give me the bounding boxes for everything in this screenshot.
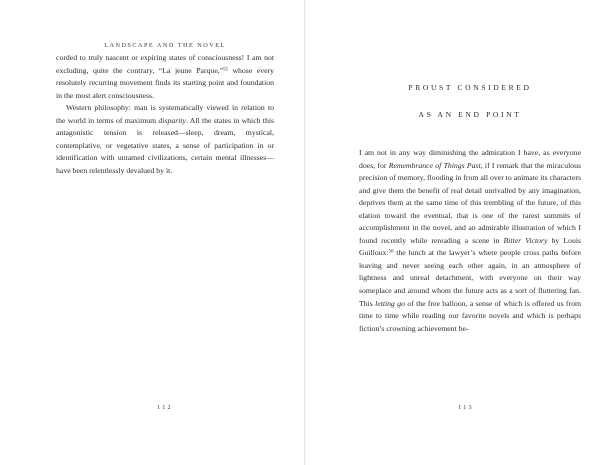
text-run: of the free balloon, a sense of which is offered us from time to time while reading our favorite novels and which is perhaps fiction’s crowning achievement be- [359,298,581,333]
chapter-title-line-1: PROUST CONSIDERED [408,83,532,92]
page-number-left: 112 [157,404,173,411]
italic-text: Remembrance of Things Past [388,160,481,170]
footnote-ref: 56 [388,249,394,255]
running-head: LANDSCAPE AND THE NOVEL [104,42,226,49]
italic-text: Bitter Victory [503,235,548,245]
page-number-right: 113 [458,404,474,411]
text-run: I am not in any way diminishing the admiration I have, as everyone does, for [359,148,581,170]
text-run: , if I remark that the miraculous precision of memory, flooding in from all over to animate its characters and give them the benefit of real detail unrivalled by any imagination, deprives them at the same time of this trembling of the future, of this elation toward the eventual, that is one of the rarest summits of accomplishment in the novel, and an admirable illustration of which I found recently while rereading a scene in [359,160,581,245]
right-page [305,0,610,465]
paragraph [359,147,581,335]
chapter-title-line-2: AS AN END POINT [418,110,522,119]
italic-text: letting go [375,298,405,308]
footnote-ref: 55 [223,66,228,72]
right-page-body [359,147,581,335]
text-run: the lunch at the lawyer’s where people cross paths before leaving and never seeing each other again, in an atmosphere of lightness and unreal detachment, with everyone on their way someplace and around whom the future acts as a sort of fluttering fan. This [359,248,581,308]
italic-text: disparity [158,115,186,125]
text-run: whose every resolutely recurring movement finds its starting point and foundation in the most alert consciousness. [56,65,274,100]
text-run: corded to truly nascent or expiring states of consciousness! I am not excluding, quite the contrary, “La jeune Parque,” [56,53,274,75]
text-run: . All the states in which this antagonistic tension is released—sleep, dream, mystical, contemplative, or vegetative states, a sense of participation in or identification with untamed civilizations, certain mental illnesses—have been relentlessly devalued by it. [56,115,274,175]
paragraph [56,102,274,177]
paragraph [56,52,274,102]
text-run: by Louis Guilloux: [359,235,581,258]
left-page-body [56,52,274,177]
text-run: Western philosophy: man is systematically viewed in relation to the world in terms of maximum [56,103,274,125]
